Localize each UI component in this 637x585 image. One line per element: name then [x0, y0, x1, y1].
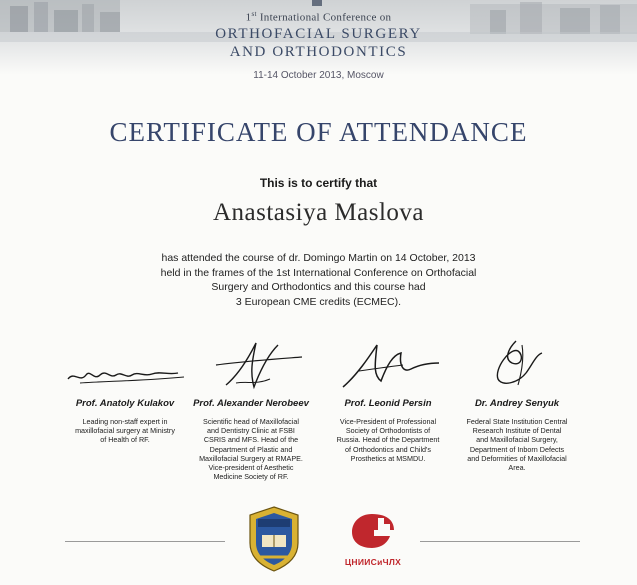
- desc-line: Research Institute of Dental: [472, 426, 562, 436]
- desc-line: Maxillofacial Surgery at RMAPE.: [199, 453, 303, 463]
- signatory-name: Prof. Leonid Persin: [344, 398, 432, 409]
- signatory-senyuk: [447, 335, 587, 472]
- desc-line: Area.: [508, 463, 526, 473]
- university-emblem: [244, 505, 304, 578]
- desc-line: and Maxillofacial Surgery,: [476, 435, 558, 445]
- desc-line: Department of Inborn Defects: [469, 444, 565, 454]
- conference-subtitle: 1st International Conference on: [245, 10, 392, 24]
- conference-dates: 11-14 October 2013, Moscow: [253, 70, 384, 81]
- signatory-kulakov: [55, 335, 195, 445]
- desc-line: of Health of RF.: [100, 435, 150, 445]
- desc-line: and Deformities of Maxillofacial: [467, 453, 567, 463]
- conference-title-line2: AND ORTHODONTICS: [229, 44, 408, 60]
- recipient-name: Anastasiya Maslova: [212, 199, 425, 226]
- signatory-description: [318, 417, 458, 463]
- desc-line: Department of Plastic and: [209, 444, 293, 454]
- desc-line: and Dentistry Clinic at FSBI: [207, 426, 295, 436]
- signatory-description: [55, 417, 195, 445]
- certify-text: This is to certify that: [259, 176, 378, 190]
- statement-line: Surgery and Orthodontics and this course had: [211, 281, 426, 293]
- organization-logo-icon: [348, 510, 398, 550]
- organization-logo-text: ЦНИИСиЧЛХ: [344, 557, 402, 567]
- signature-senyuk: [452, 335, 582, 395]
- desc-line: Prosthetics at MSMDU.: [350, 453, 426, 463]
- signatory-description: [447, 417, 587, 472]
- statement-line: 3 European CME credits (ECMEC).: [235, 295, 402, 308]
- bottom-divider-left: [65, 541, 225, 542]
- desc-line: Medicine Society of RF.: [213, 472, 289, 482]
- emblem-shield-icon: [244, 505, 304, 573]
- desc-line: maxillofacial surgery at Ministry: [75, 426, 175, 436]
- organization-logo: [338, 510, 408, 567]
- desc-line: Scientific head of Maxillofacial: [203, 417, 299, 426]
- desc-line: Vice-President of Professional: [339, 417, 437, 426]
- bottom-divider-right: [420, 541, 580, 542]
- desc-line: CSRIS and MFS. Head of the: [203, 435, 299, 445]
- desc-line: Russia. Head of the Department: [336, 435, 440, 445]
- attendance-statement: [0, 251, 637, 309]
- signature-nerobeev: [186, 335, 316, 395]
- signatory-description: [181, 417, 321, 481]
- certificate-title: CERTIFICATE OF ATTENDANCE: [109, 117, 528, 147]
- signatory-nerobeev: [181, 335, 321, 481]
- signature-kulakov: [60, 335, 190, 395]
- signatory-name: Dr. Andrey Senyuk: [474, 398, 560, 409]
- desc-line: Vice-president of Aesthetic: [208, 463, 294, 473]
- desc-line: of Orthodontics and Child's: [344, 444, 432, 454]
- statement-line: has attended the course of dr. Domingo Martin on 14 October, 2013: [161, 252, 476, 264]
- signatory-name: Prof. Anatoly Kulakov: [75, 398, 175, 409]
- signatory-persin: [318, 335, 458, 463]
- signature-persin: [323, 335, 453, 395]
- signatory-name: Prof. Alexander Nerobeev: [193, 398, 309, 409]
- desc-line: Federal State Institution Central: [466, 417, 568, 426]
- conference-title-line1: ORTHOFACIAL SURGERY: [215, 26, 422, 42]
- statement-line: held in the frames of the 1st International Conference on Orthofacial: [160, 266, 477, 279]
- desc-line: Leading non-staff expert in: [82, 417, 168, 426]
- desc-line: Society of Orthodontists of: [345, 426, 431, 436]
